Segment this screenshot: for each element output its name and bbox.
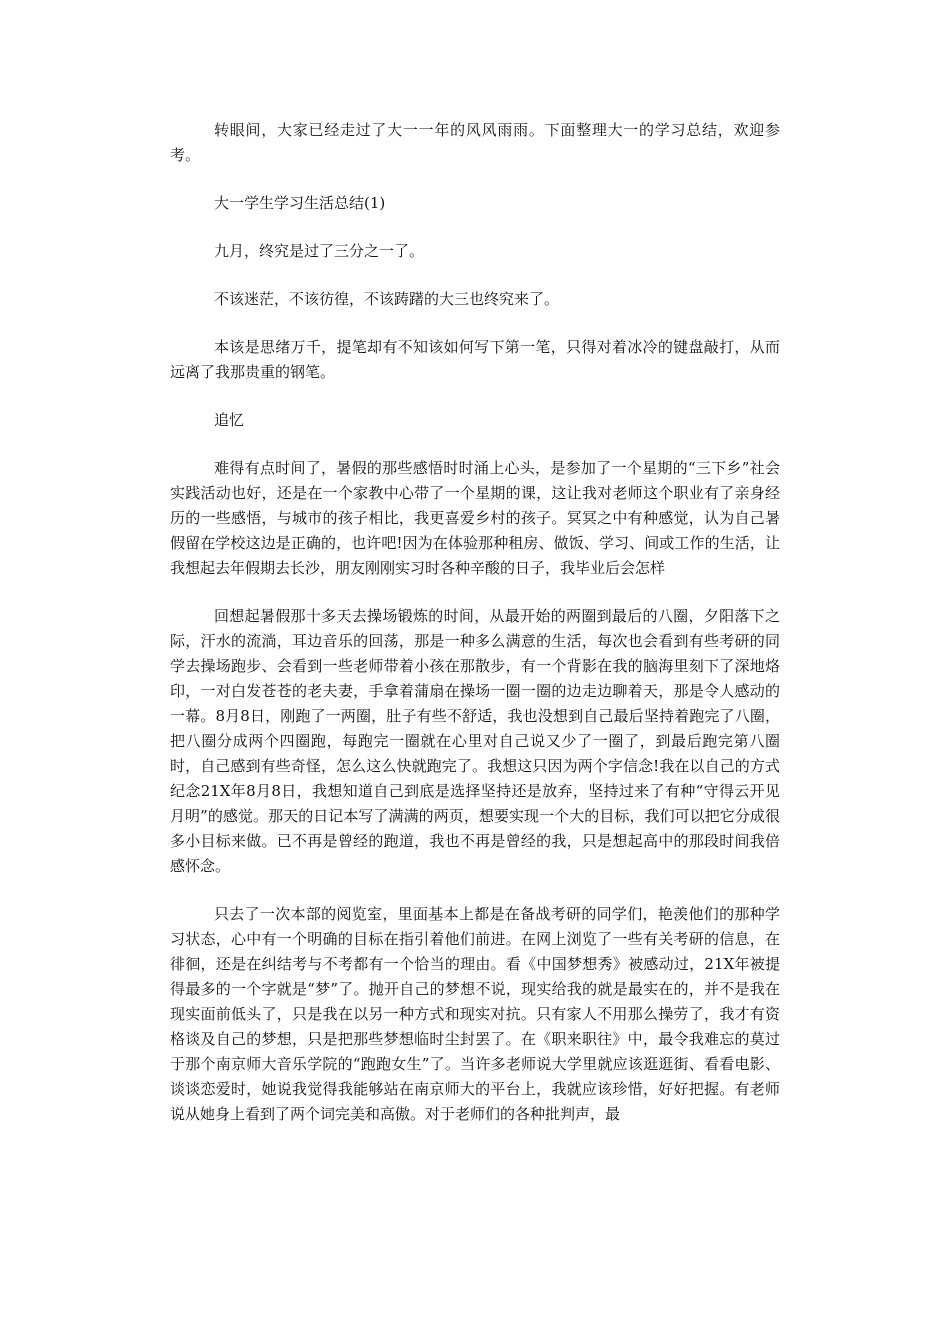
intro-paragraph: 转眼间，大家已经走过了大一一年的风风雨雨。下面整理大一的学习总结，欢迎参考。 — [170, 121, 780, 164]
paragraph-5: 回想起暑假那十多天去操场锻炼的时间，从最开始的两圈到最后的八圈，夕阳落下之际，汗水的流淌，耳边音乐的回荡，那是一种多么满意的生活，每次也会看到有些考研的同学去操场跑步、会看到一些老师带着小孩在那散步，有一个背影在我的脑海里刻下了深地烙印，一对白发苍苍的老夫妻，手拿着蒲扇在操场一圈一圈的边走边聊着天，那是令人感动的一幕。8月8日，刚跑了一两圈，肚子有些不舒适，我也没想到自己最后坚持着跑完了八圈，把八圈分成两个四圈跑，每跑完一圈就在心里对自己说又少了一圈了，到最后跑完第八圈时，自己感到有些奇怪，怎么这么快就跑完了。我想这只因为两个字信念!我在以自己的方式纪念21X年8月8日，我想知道自己到底是选择坚持还是放弃，坚持过来了有种“守得云开见月明”的感觉。那天的日记本写了满满的两页，想要实现一个大的目标，我们可以把它分成很多小目标来做。已不再是曾经的跑道，我也不再是曾经的我，只是想起高中的那段时间我倍感怀念。 — [170, 607, 780, 875]
paragraph-3: 本该是思绪万千，提笔却有不知该如何写下第一笔，只得对着冰冷的键盘敲打，从而远离了我那贵重的钢笔。 — [170, 338, 780, 381]
section-heading: 追忆 — [214, 411, 245, 429]
paragraph-6: 只去了一次本部的阅览室，里面基本上都是在备战考研的同学们，艳羡他们的那种学习状态，心中有一个明确的目标在指引着他们前进。在网上浏览了一些有关考研的信息，在徘徊，还是在纠结考与不考都有一个恰当的理由。看《中国梦想秀》被感动过，21X年被提得最多的一个字就是“梦”了。抛开自己的梦想不说，现实给我的就是最实在的，并不是我在现实面前低头了，只是我在以另一种方式和现实对抗。只有家人不用那么操劳了，我才有资格谈及自己的梦想，只是把那些梦想临时尘封罢了。在《职来职往》中，最令我难忘的莫过于那个南京师大音乐学院的“跑跑女生”了。当许多老师说大学里就应该逛逛街、看看电影、谈谈恋爱时，她说我觉得我能够站在南京师大的平台上，我就应该珍惜，好好把握。有老师说从她身上看到了两个词完美和高傲。对于老师们的各种批判声，最 — [170, 905, 780, 1123]
paragraph-4: 难得有点时间了，暑假的那些感悟时时涌上心头，是参加了一个星期的“三下乡”社会实践活动也好，还是在一个家教中心带了一个星期的课，这让我对老师这个职业有了亲身经历的一些感悟，与城市的孩子相比，我更喜爱乡村的孩子。冥冥之中有种感觉，认为自己暑假留在学校这边是正确的，也许吧!因为在体验那种租房、做饭、学习、间或工作的生活，让我想起去年假期去长沙，朋友刚刚实习时各种辛酸的日子，我毕业后会怎样 — [170, 459, 780, 577]
paragraph-1: 九月，终究是过了三分之一了。 — [214, 242, 425, 260]
paragraph-2: 不该迷茫，不该彷徨，不该踌躇的大三也终究来了。 — [214, 290, 560, 308]
article-title: 大一学生学习生活总结(1) — [214, 194, 386, 212]
document-body — [170, 118, 780, 1150]
